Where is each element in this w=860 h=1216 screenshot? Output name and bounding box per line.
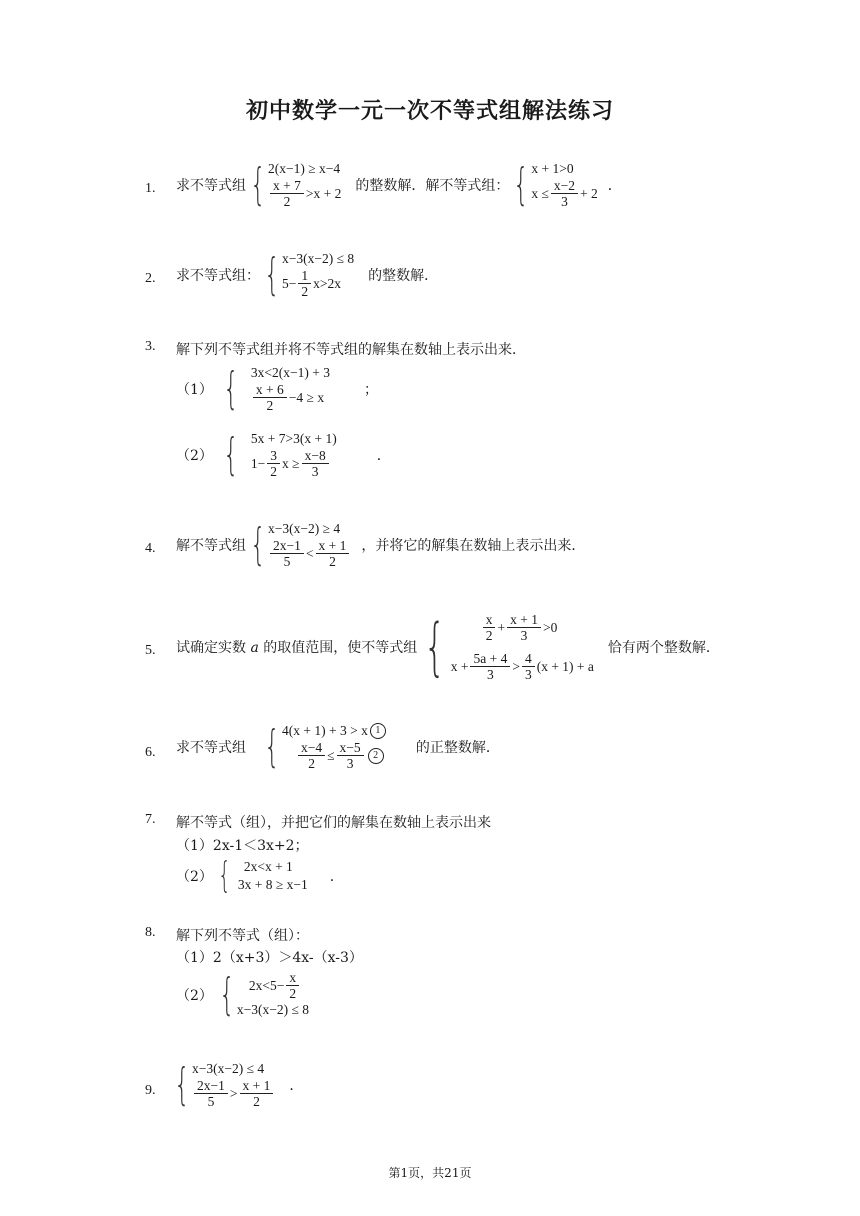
question-1: 求不等式组 { 2(x−1) ≥ x−4 $\frac{x + 7}{2}$ >x + 2 的整数解．解不等式组： { x + 1>0 x ≤ $\frac{x-2}{3}$ + 2 ．	[176, 158, 622, 210]
sub-question: （2） { 5x + 7>3(x + 1) 1− $\frac{3}{2}$ x ≥ $\frac{x-8}{3}$ ．	[176, 428, 391, 480]
page-title: 初中数学一元一次不等式组解法练习	[245, 98, 614, 124]
question-5: 试确定实数 a 的取值范围，使不等式组 { $\frac{x}{2}$ + $\frac{x + 1}{3}$ >0 x + $\frac{5a + 4}{3}$ > $\frac{4}{3}$ (x + 1) + a 恰有两个整数解．	[176, 610, 720, 683]
sub-question: （1）2（x+3）＞4x-（x-3）	[176, 950, 363, 966]
page-footer: 第1页，共21页	[388, 1166, 472, 1180]
circled-number: 1	[370, 723, 386, 739]
sub-question: （2） { 2x<x + 1 3x + 8 ≥ x−1 ．	[176, 855, 344, 896]
question-3: 解下列不等式组并将不等式组的解集在数轴上表示出来．	[176, 342, 526, 358]
question-number: 2.	[145, 271, 156, 286]
sub-question: （1） { 3x<2(x−1) + 3 $\frac{x + 6}{2}$ −4 ≥ x ；	[176, 362, 379, 414]
question-number: 7.	[145, 812, 156, 827]
question-number: 9.	[145, 1083, 156, 1098]
sub-question: （2） { 2x<5− $\frac{x}{2}$ x−3(x−2) ≤ 8	[176, 968, 310, 1020]
question-number: 8.	[145, 925, 156, 940]
question-number: 4.	[145, 541, 156, 556]
question-2: 求不等式组： { x−3(x−2) ≤ 8 5− $\frac{1}{2}$ x>2x 的整数解．	[176, 248, 439, 300]
inequality-system: { x−3(x−2) ≤ 8 5− $\frac{1}{2}$ x>2x	[264, 248, 355, 300]
question-7: 解不等式（组），并把它们的解集在数轴上表示出来	[176, 815, 491, 831]
question-text: 求不等式组	[176, 177, 246, 194]
inequality-system: { x + 1>0 x ≤ $\frac{x-2}{3}$ + 2	[513, 158, 598, 210]
inequality-system: { 2(x−1) ≥ x−4 $\frac{x + 7}{2}$ >x + 2	[250, 158, 342, 210]
question-6: 求不等式组 { 4(x + 1) + 3 > x 1 $\frac{x-4}{2}$ ≤ $\frac{x-5}{3}$ 2 的正整数解．	[176, 720, 500, 772]
question-number: 5.	[145, 643, 156, 658]
question-number: 1.	[145, 181, 156, 196]
question-4: 解不等式组 { x−3(x−2) ≥ 4 $\frac{2x-1}{5}$ < $\frac{x + 1}{2}$ ，并将它的解集在数轴上表示出来．	[176, 518, 586, 570]
question-8: 解下列不等式（组）：	[176, 928, 309, 944]
sub-question: （1）2x-1＜3x+2；	[176, 838, 309, 854]
question-number: 3.	[145, 339, 156, 354]
circled-number: 2	[368, 748, 384, 764]
question-number: 6.	[145, 745, 156, 760]
question-9: { x−3(x−2) ≤ 4 $\frac{2x-1}{5}$ > $\frac{x + 1}{2}$ ．	[174, 1058, 304, 1110]
